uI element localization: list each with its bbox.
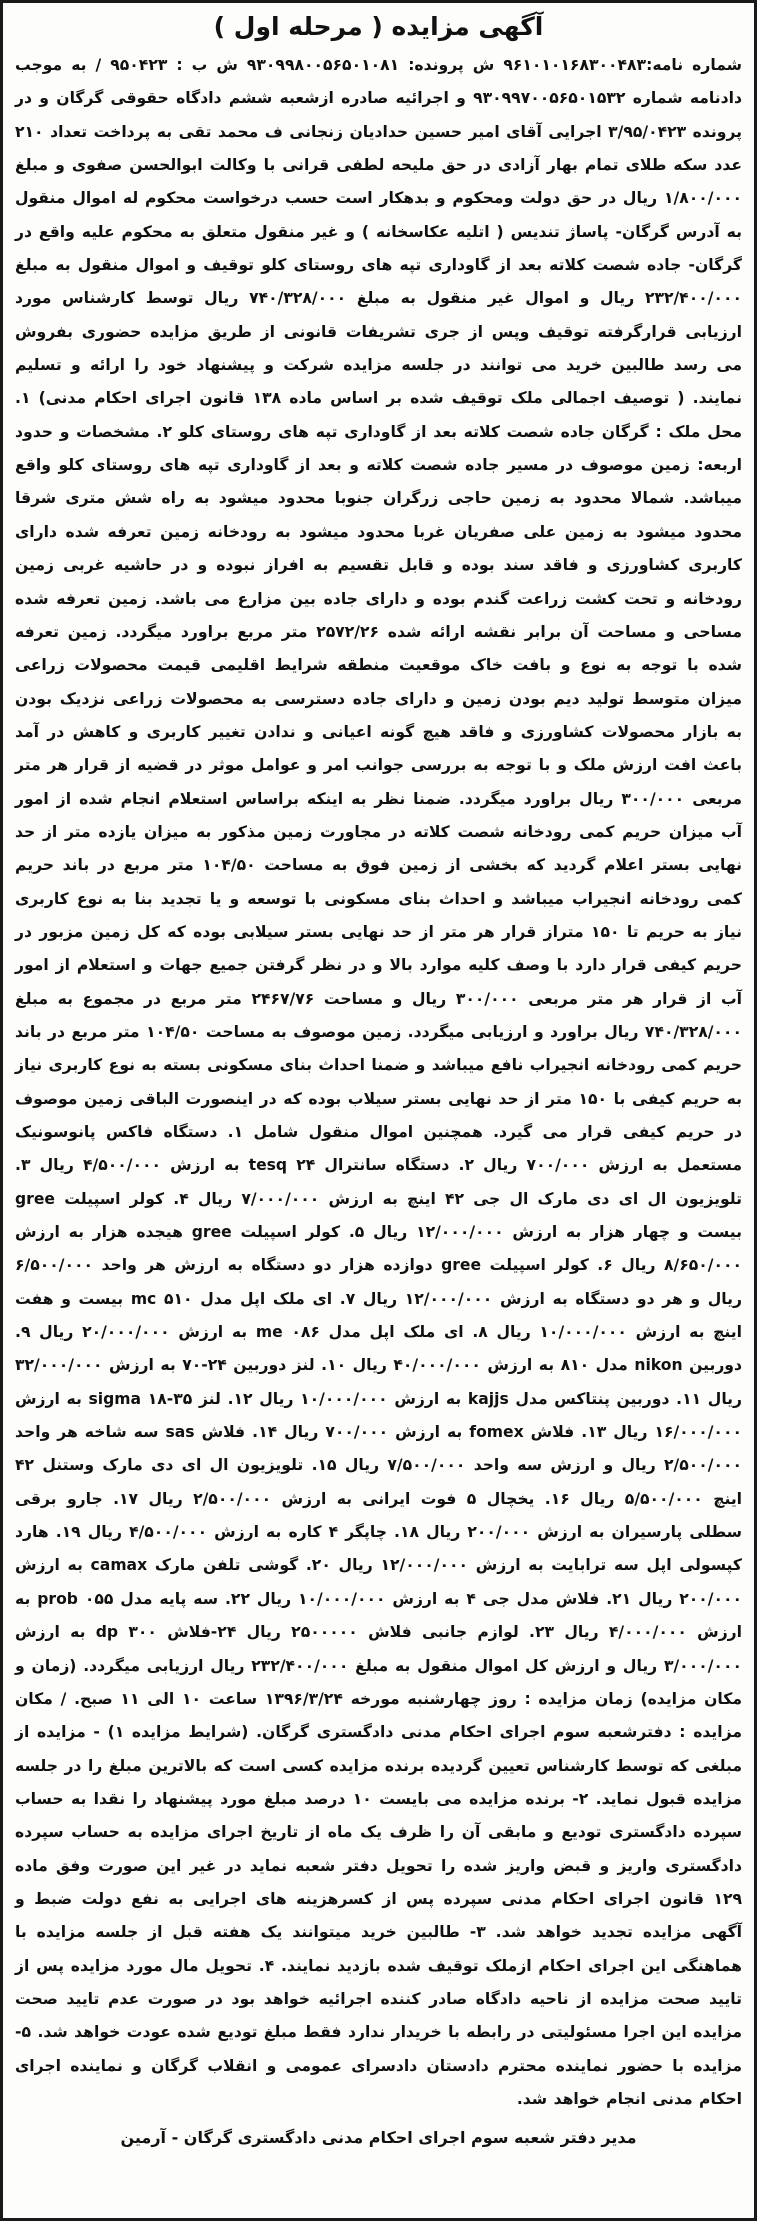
notice-body: شماره نامه:۹۶۱۰۱۰۱۶۸۳۰۰۴۸۳ ش پرونده: ۹۳۰۹۹۸۰۰۵۶۵۰۱۰۸۱ ش ب : ۹۵۰۴۲۳ / به موجب دادنامه شماره ۹۳۰۹۹۷۰۰۵۶۵۰۱۵۳۲ و اجرائیه صادره ازشعبه ششم دادگاه حقوقی گرگان و در پرونده ۳/۹۵/۰۴۲۳ اجرایی آقای امیر حسین حدادیان زنجانی ف محمد تقی به پرداخت تعداد ۲۱۰ عدد سکه طلای تمام بهار آزادی در حق ملیحه لطفی قرانی با وکالت ابوالحسن صفوی و مبلغ ۱/۸۰۰/۰۰۰ ریال در حق دولت ومحکوم و بدهکار است حسب درخواست محکوم له اموال منقول به آدرس گرگان- پاساژ تندیس ( اتلیه عکاسخانه ) و غیر منقول متعلق به محکوم علیه واقع در گرگان- جاده شصت کلاته بعد از گاوداری تپه های روستای کلو توقیف و اموال منقول به مبلغ ۲۳۲/۴۰۰/۰۰۰ ریال و اموال غیر منقول به مبلغ ۷۴۰/۳۲۸/۰۰۰ ریال توسط کارشناس مورد ارزیابی قرارگرفته توقیف وپس از جری تشریفات قانونی از طریق مزایده حضوری بفروش می رسد طالبین خرید می توانند در جلسه مزایده شرکت و پیشنهاد خود را ارائه و تسلیم نمایند. ( توصیف اجمالی ملک توقیف شده بر اساس ماده ۱۳۸ قانون اجرای احکام مدنی) ۱. محل ملک : گرگان جاده شصت کلاته بعد از گاوداری تپه های روستای کلو ۲. مشخصات و حدود اربعه: زمین موصوف در مسیر جاده شصت کلاته و بعد از گاوداری تپه های روستای کلو واقع میباشد. شمالا محدود به زمین حاجی زرگران جنوبا محدود میشود به راه شش متری شرقا محدود میشود به زمین علی صفریان غربا محدود میشود به رودخانه زمین تعرفه شده دارای کاربری کشاورزی و فاقد سند بوده و قابل تقسیم به افراز نبوده و در حاشیه غربی زمین رودخانه و تحت کشت زراعت گندم بوده و دارای جاده بین مزارع می باشد. زمین تعرفه شده مساحی و مساحت آن برابر نقشه ارائه شده ۲۵۷۲/۲۶ متر مربع براورد میگردد. زمین تعرفه شده با توجه به نوع و بافت خاک موقعیت منطقه شرایط اقلیمی قیمت محصولات زراعی میزان متوسط تولید دیم بودن زمین و دارای جاده دسترسی به محصولات زراعی نزدیک بودن به بازار محصولات کشاورزی و فاقد هیچ گونه اعیانی و ندادن تغییر کاربری و کاهش در آمد باعث افت ارزش ملک و با توجه به بررسی جوانب امر و عوامل موثر در قضیه از قرار هر متر مربعی ۳۰۰/۰۰۰ ریال براورد میگردد. ضمنا نظر به اینکه براساس استعلام انجام شده از امور آب میزان حریم کمی رودخانه شصت کلاته در مجاورت زمین مذکور به میزان یازده متر از حد نهایی بستر اعلام گردید که بخشی از زمین فوق به مساحت ۱۰۴/۵۰ متر مربع در باند حریم کمی رودخانه انجیراب میباشد و احداث بنای مسکونی با توسعه و یا تجدید بنا به نوع کاربری نیاز به حریم تا ۱۵۰ متراز قرار هر متر از حد نهایی بستر سیلابی بوده که کل زمین مزبور در حریم کیفی قرار دارد با وصف کلیه موارد بالا و در نظر گرفتن جمیع جهات و استعلام از امور آب از قرار هر متر مربعی ۳۰۰/۰۰۰ ریال و مساحت ۲۴۶۷/۷۶ متر مربع در مجموع به مبلغ ۷۴۰/۳۲۸/۰۰۰ ریال براورد و ارزیابی میگردد. زمین موصوف به مساحت ۱۰۴/۵۰ متر مربع در باند حریم کمی رودخانه انجیراب نافع میباشد و ضمنا احداث بنای مسکونی بسته به نوع کاربری نیاز به حریم کیفی با ۱۵۰ متر از حد نهایی بستر سیلاب بوده که در اینصورت الباقی زمین موصوف در حریم کیفی قرار می گیرد. همچنین اموال منقول شامل ۱. دستگاه فاکس پانوسونیک مستعمل به ارزش ۷۰۰/۰۰۰ ریال ۲. دستگاه سانترال tesq ۲۴ به ارزش ۴/۵۰۰/۰۰۰ ریال ۳. تلویزیون ال ای دی مارک ال جی ۴۲ اینچ به ارزش ۷/۰۰۰/۰۰۰ ریال ۴. کولر اسپیلت gree بیست و چهار هزار به ارزش ۱۲/۰۰۰/۰۰۰ ریال ۵. کولر اسپیلت gree هیجده هزار به ارزش ۸/۶۵۰/۰۰۰ ریال ۶. کولر اسپیلت gree دوازده هزار دو دستگاه به ارزش هر واحد ۶/۵۰۰/۰۰۰ ریال و هر دو دستگاه به ارزش ۱۲/۰۰۰/۰۰۰ ریال ۷. ای ملک اپل مدل mc ۵۱۰ بیست و هفت اینچ به ارزش ۱۰/۰۰۰/۰۰۰ ریال ۸. ای ملک اپل مدل me ۰۸۶ به ارزش ۲۰/۰۰۰/۰۰۰ ریال ۹. دوربین nikon مدل ۸۱۰ به ارزش ۴۰/۰۰۰/۰۰۰ ریال ۱۰. لنز دوربین ۲۴-۷۰ به ارزش ۳۲/۰۰۰/۰۰۰ ریال ۱۱. دوربین پنتاکس مدل kajjs به ارزش ۱۰/۰۰۰/۰۰۰ ریال ۱۲. لنز sigma ۱۸-۳۵ به ارزش ۱۶/۰۰۰/۰۰۰ ریال ۱۳. فلاش fomex به ارزش ۷۰۰/۰۰۰ ریال ۱۴. فلاش sas سه شاخه هر واحد ۲/۵۰۰/۰۰۰ ریال و ارزش سه واحد ۷/۵۰۰/۰۰۰ ریال ۱۵. تلویزیون ال ای دی مارک وستنل ۴۲ اینچ ۵/۵۰۰/۰۰۰ ریال ۱۶. یخچال ۵ فوت ایرانی به ارزش ۲/۵۰۰/۰۰۰ ریال ۱۷. جارو برقی سطلی پارسیران به ارزش ۲۰۰/۰۰۰ ریال ۱۸. چاپگر ۴ کاره به ارزش ۴/۵۰۰/۰۰۰ ریال ۱۹. هارد کپسولی اپل سه ترابایت به ارزش ۱۲/۰۰۰/۰۰۰ ریال ۲۰. گوشی تلفن مارک camax به ارزش ۲۰۰/۰۰۰ ریال ۲۱. فلاش مدل جی ۴ به ارزش ۱۰/۰۰۰/۰۰۰ ریال ۲۲. سه پایه مدل prob ۰۵۵ به ارزش ۴/۰۰۰/۰۰۰ ریال ۲۳. لوازم جانبی فلاش ۲۵۰۰۰۰۰ ریال ۲۴-فلاش dp ۳۰۰ به ارزش ۳/۰۰۰/۰۰۰ ریال و ارزش کل اموال منقول به مبلغ ۲۳۲/۴۰۰/۰۰۰ ریال ارزیابی میگردد. (زمان و مکان مزایده) زمان مزایده : روز چهارشنبه مورخه ۱۳۹۶/۳/۲۴ ساعت ۱۰ الی ۱۱ صبح. / مکان مزایده : دفترشعبه سوم اجرای احکام مدنی دادگستری گرگان. (شرایط مزایده ۱) - مزایده از مبلغی که توسط کارشناس تعیین گردیده برنده مزایده کسی است که بالاترین مبلغ را در جلسه مزایده قبول نماید. ۲- برنده مزایده می بایست ۱۰ درصد مبلغ مورد پیشنهاد را نقدا به حساب سپرده دادگستری تودیع و مابقی آن را ظرف یک ماه از تاریخ اجرای مزایده به حساب سپرده دادگستری واریز و قبض واریز شده را تحویل دفتر شعبه نماید در غیر این صورت وفق ماده ۱۲۹ قانون اجرای احکام مدنی سپرده پس از کسرهزینه های اجرایی به نفع دولت ضبط و آگهی مزایده تجدید خواهد شد. ۳- طالبین خرید میتوانند یک هفته قبل از جلسه مزایده با هماهنگی این اجرای احکام ازملک توقیف شده بازدید نمایند. ۴. تحویل مال مورد مزایده پس از تایید صحت مزایده از ناحیه دادگاه صادر کننده اجرائیه خواهد بود در صورت عدم تایید صحت مزایده این اجرا مسئولیتی در رابطه با خریدار ندارد فقط مبلغ تودیع شده عودت خواهد شد. ۵- مزایده با حضور نماینده محترم دادستان دادسرای عمومی و انقلاب گرگان و نماینده اجرای احکام مدنی انجام خواهد شد. [15,56,743,2108]
notice-title: آگهی مزایده ( مرحله اول ) [213,12,544,41]
notice-signature: مدیر دفتر شعبه سوم اجرای احکام مدنی دادگستری گرگان - آرمین [120,2128,637,2148]
